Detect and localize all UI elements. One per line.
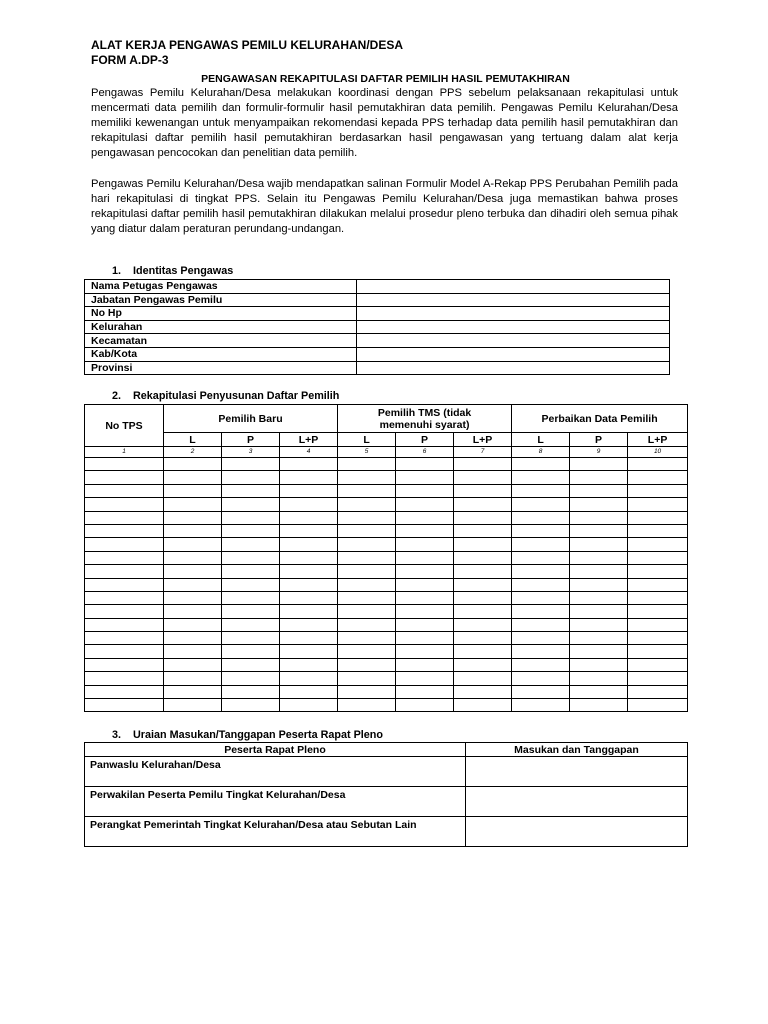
recap-cell[interactable]	[512, 685, 570, 698]
identity-value-field[interactable]	[357, 361, 670, 375]
recap-cell[interactable]	[512, 605, 570, 618]
participant-label: Panwaslu Kelurahan/Desa	[85, 757, 466, 787]
recap-cell[interactable]	[338, 538, 396, 551]
recap-cell[interactable]	[570, 578, 628, 591]
recap-cell[interactable]	[454, 524, 512, 537]
recap-cell[interactable]	[512, 658, 570, 671]
recap-cell[interactable]	[628, 471, 688, 484]
recap-cell[interactable]	[570, 511, 628, 524]
identity-table	[84, 279, 670, 375]
identity-row	[85, 361, 670, 375]
column-number-row	[85, 447, 688, 458]
recap-cell[interactable]	[338, 551, 396, 564]
table-row	[85, 458, 688, 471]
identity-label: Jabatan Pengawas Pemilu	[85, 293, 357, 307]
recap-cell[interactable]	[338, 578, 396, 591]
recap-cell[interactable]	[396, 605, 454, 618]
recap-table	[84, 404, 688, 712]
recap-cell[interactable]	[628, 551, 688, 564]
feedback-row	[85, 787, 688, 817]
recap-cell[interactable]	[222, 498, 280, 511]
column-number: 10	[628, 447, 688, 458]
recap-cell[interactable]	[280, 511, 338, 524]
recap-cell[interactable]	[570, 699, 628, 712]
recap-cell[interactable]	[164, 511, 222, 524]
recap-cell[interactable]	[280, 605, 338, 618]
identity-row	[85, 334, 670, 348]
table-row	[85, 565, 688, 578]
recap-cell[interactable]	[85, 458, 164, 471]
recap-cell[interactable]	[280, 524, 338, 537]
recap-cell[interactable]	[164, 458, 222, 471]
recap-cell[interactable]	[280, 685, 338, 698]
recap-cell[interactable]	[454, 511, 512, 524]
recap-cell[interactable]	[628, 699, 688, 712]
feedback-input-cell[interactable]	[466, 757, 688, 787]
recap-cell[interactable]	[338, 524, 396, 537]
recap-cell[interactable]	[628, 645, 688, 658]
recap-cell[interactable]	[570, 471, 628, 484]
participant-label: Perangkat Pemerintah Tingkat Kelurahan/Desa atau Sebutan Lain	[85, 817, 466, 847]
recap-cell[interactable]	[280, 632, 338, 645]
recap-cell[interactable]	[512, 498, 570, 511]
recap-cell[interactable]	[164, 578, 222, 591]
table-row	[85, 498, 688, 511]
recap-cell[interactable]	[164, 685, 222, 698]
recap-cell[interactable]	[85, 618, 164, 631]
recap-cell[interactable]	[222, 591, 280, 604]
recap-cell[interactable]	[222, 458, 280, 471]
recap-cell[interactable]	[338, 565, 396, 578]
recap-cell[interactable]	[396, 645, 454, 658]
recap-cell[interactable]	[85, 591, 164, 604]
recap-cell[interactable]	[396, 551, 454, 564]
recap-cell[interactable]	[85, 685, 164, 698]
column-number: 7	[454, 447, 512, 458]
recap-cell[interactable]	[570, 551, 628, 564]
recap-cell[interactable]	[280, 458, 338, 471]
recap-cell[interactable]	[338, 484, 396, 497]
feedback-input-cell[interactable]	[466, 817, 688, 847]
recap-cell[interactable]	[164, 551, 222, 564]
column-number: 3	[222, 447, 280, 458]
recap-cell[interactable]	[454, 699, 512, 712]
identity-row	[85, 320, 670, 334]
recap-cell[interactable]	[396, 618, 454, 631]
recap-cell[interactable]	[570, 632, 628, 645]
recap-cell[interactable]	[338, 645, 396, 658]
col-peserta-rapat: Peserta Rapat Pleno	[85, 743, 466, 757]
col-pemilih-tms: Pemilih TMS (tidak memenuhi syarat)	[338, 405, 512, 433]
col-perbaikan-data: Perbaikan Data Pemilih	[512, 405, 688, 433]
recap-cell[interactable]	[512, 578, 570, 591]
identity-label: Provinsi	[85, 361, 357, 375]
identity-value-field[interactable]	[357, 280, 670, 294]
recap-cell[interactable]	[280, 565, 338, 578]
recap-cell[interactable]	[454, 578, 512, 591]
identity-value-field[interactable]	[357, 293, 670, 307]
recap-cell[interactable]	[454, 685, 512, 698]
identity-label: Kab/Kota	[85, 347, 357, 361]
recap-cell[interactable]	[164, 565, 222, 578]
recap-cell[interactable]	[628, 578, 688, 591]
identity-value-field[interactable]	[357, 347, 670, 361]
recap-cell[interactable]	[222, 551, 280, 564]
recap-cell[interactable]	[85, 645, 164, 658]
recap-cell[interactable]	[164, 538, 222, 551]
recap-cell[interactable]	[396, 699, 454, 712]
recap-cell[interactable]	[222, 471, 280, 484]
recap-cell[interactable]	[512, 511, 570, 524]
recap-cell[interactable]	[338, 632, 396, 645]
recap-cell[interactable]	[454, 672, 512, 685]
recap-cell[interactable]	[338, 498, 396, 511]
recap-cell[interactable]	[570, 591, 628, 604]
sub-column-header: L+P	[454, 433, 512, 447]
recap-cell[interactable]	[85, 578, 164, 591]
col-no-tps: No TPS	[85, 405, 164, 447]
table-row	[85, 511, 688, 524]
recap-cell[interactable]	[396, 591, 454, 604]
recap-cell[interactable]	[280, 699, 338, 712]
recap-cell[interactable]	[454, 484, 512, 497]
section-3-heading: 3. Uraian Masukan/Tanggapan Peserta Rapat Pleno	[112, 729, 384, 741]
recap-cell[interactable]	[222, 672, 280, 685]
recap-cell[interactable]	[396, 498, 454, 511]
intro-paragraph-2: Pengawas Pemilu Kelurahan/Desa wajib mendapatkan salinan Formulir Model A-Rekap PPS Perubahan Pemilih pada hari rekapitulasi di tingkat PPS. Selain itu Pengawas Pemilu Kelurahan/Desa juga memastikan bahwa proses rekapitulasi daftar pemilih hasil pemutakhiran dilakukan melalui prosedur pleno terbuka dan dihadiri oleh semua pihak yang diatur dalam peraturan perundang-undangan.	[91, 178, 678, 235]
recap-cell[interactable]	[512, 632, 570, 645]
recap-cell[interactable]	[570, 685, 628, 698]
table-row	[85, 551, 688, 564]
column-number: 9	[570, 447, 628, 458]
recap-cell[interactable]	[85, 658, 164, 671]
feedback-input-cell[interactable]	[466, 787, 688, 817]
recap-cell[interactable]	[85, 605, 164, 618]
recap-cell[interactable]	[454, 645, 512, 658]
recap-cell[interactable]	[338, 471, 396, 484]
recap-cell[interactable]	[164, 484, 222, 497]
recap-cell[interactable]	[396, 511, 454, 524]
sub-column-header: L	[338, 433, 396, 447]
identity-row	[85, 307, 670, 321]
sub-column-header: L+P	[280, 433, 338, 447]
table-row	[85, 538, 688, 551]
recap-cell[interactable]	[338, 685, 396, 698]
identity-label: No Hp	[85, 307, 357, 321]
table-row	[85, 685, 688, 698]
column-number: 4	[280, 447, 338, 458]
recap-cell[interactable]	[164, 632, 222, 645]
recap-cell[interactable]	[338, 511, 396, 524]
sub-column-header: P	[570, 433, 628, 447]
recap-cell[interactable]	[454, 658, 512, 671]
recap-cell[interactable]	[338, 618, 396, 631]
recap-cell[interactable]	[280, 672, 338, 685]
recap-cell[interactable]	[628, 672, 688, 685]
recap-cell[interactable]	[85, 632, 164, 645]
column-number: 8	[512, 447, 570, 458]
recap-cell[interactable]	[85, 471, 164, 484]
identity-label: Nama Petugas Pengawas	[85, 280, 357, 294]
recap-cell[interactable]	[396, 578, 454, 591]
recap-cell[interactable]	[396, 524, 454, 537]
recap-cell[interactable]	[512, 524, 570, 537]
table-row	[85, 471, 688, 484]
column-number: 1	[85, 447, 164, 458]
recap-cell[interactable]	[280, 591, 338, 604]
recap-cell[interactable]	[512, 591, 570, 604]
recap-cell[interactable]	[164, 618, 222, 631]
recap-cell[interactable]	[338, 591, 396, 604]
recap-cell[interactable]	[628, 458, 688, 471]
recap-cell[interactable]	[570, 658, 628, 671]
recap-cell[interactable]	[396, 685, 454, 698]
recap-cell[interactable]	[164, 591, 222, 604]
column-number: 6	[396, 447, 454, 458]
recap-cell[interactable]	[222, 685, 280, 698]
recap-cell[interactable]	[570, 618, 628, 631]
recap-cell[interactable]	[164, 524, 222, 537]
recap-cell[interactable]	[570, 458, 628, 471]
recap-cell[interactable]	[512, 471, 570, 484]
recap-cell[interactable]	[396, 565, 454, 578]
recap-cell[interactable]	[222, 618, 280, 631]
identity-row	[85, 347, 670, 361]
recap-cell[interactable]	[338, 458, 396, 471]
recap-cell[interactable]	[164, 672, 222, 685]
recap-cell[interactable]	[164, 471, 222, 484]
recap-cell[interactable]	[454, 632, 512, 645]
recap-cell[interactable]	[628, 618, 688, 631]
recap-cell[interactable]	[85, 538, 164, 551]
recap-cell[interactable]	[338, 658, 396, 671]
col-pemilih-baru: Pemilih Baru	[164, 405, 338, 433]
identity-row	[85, 280, 670, 294]
recap-cell[interactable]	[396, 658, 454, 671]
recap-cell[interactable]	[570, 645, 628, 658]
form-header-title: ALAT KERJA PENGAWAS PEMILU KELURAHAN/DESA	[91, 38, 404, 52]
table-row	[85, 591, 688, 604]
recap-cell[interactable]	[85, 699, 164, 712]
recap-cell[interactable]	[85, 511, 164, 524]
recap-cell[interactable]	[454, 458, 512, 471]
recap-cell[interactable]	[454, 618, 512, 631]
recap-cell[interactable]	[570, 498, 628, 511]
recap-cell[interactable]	[280, 658, 338, 671]
recap-cell[interactable]	[222, 511, 280, 524]
recap-cell[interactable]	[222, 565, 280, 578]
recap-cell[interactable]	[85, 565, 164, 578]
recap-cell[interactable]	[164, 658, 222, 671]
identity-row	[85, 293, 670, 307]
recap-cell[interactable]	[454, 538, 512, 551]
recap-cell[interactable]	[512, 699, 570, 712]
table-row	[85, 578, 688, 591]
recap-cell[interactable]	[280, 498, 338, 511]
table-row	[85, 632, 688, 645]
recap-cell[interactable]	[280, 645, 338, 658]
recap-cell[interactable]	[454, 565, 512, 578]
recap-cell[interactable]	[396, 484, 454, 497]
recap-cell[interactable]	[512, 484, 570, 497]
recap-cell[interactable]	[396, 538, 454, 551]
table-row	[85, 484, 688, 497]
table-row	[85, 605, 688, 618]
feedback-row	[85, 817, 688, 847]
recap-cell[interactable]	[570, 672, 628, 685]
recap-cell[interactable]	[222, 524, 280, 537]
recap-cell[interactable]	[280, 484, 338, 497]
recap-cell[interactable]	[628, 632, 688, 645]
recap-cell[interactable]	[628, 565, 688, 578]
recap-cell[interactable]	[570, 524, 628, 537]
recap-cell[interactable]	[222, 578, 280, 591]
table-row	[85, 699, 688, 712]
recap-cell[interactable]	[512, 618, 570, 631]
recap-cell[interactable]	[628, 524, 688, 537]
recap-cell[interactable]	[512, 565, 570, 578]
recap-cell[interactable]	[454, 498, 512, 511]
table-row	[85, 645, 688, 658]
recap-cell[interactable]	[512, 672, 570, 685]
recap-cell[interactable]	[222, 538, 280, 551]
identity-value-field[interactable]	[357, 334, 670, 348]
recap-cell[interactable]	[454, 471, 512, 484]
recap-cell[interactable]	[85, 672, 164, 685]
recap-cell[interactable]	[396, 458, 454, 471]
feedback-row	[85, 757, 688, 787]
recap-cell[interactable]	[396, 672, 454, 685]
recap-cell[interactable]	[396, 632, 454, 645]
document-title: PENGAWASAN REKAPITULASI DAFTAR PEMILIH HASIL PEMUTAKHIRAN	[201, 73, 570, 85]
recap-cell[interactable]	[222, 605, 280, 618]
identity-label: Kelurahan	[85, 320, 357, 334]
column-number: 2	[164, 447, 222, 458]
recap-cell[interactable]	[164, 498, 222, 511]
sub-column-header: P	[396, 433, 454, 447]
column-number: 5	[338, 447, 396, 458]
identity-label: Kecamatan	[85, 334, 357, 348]
recap-cell[interactable]	[512, 645, 570, 658]
identity-value-field[interactable]	[357, 320, 670, 334]
recap-cell[interactable]	[454, 605, 512, 618]
recap-cell[interactable]	[512, 538, 570, 551]
recap-cell[interactable]	[280, 538, 338, 551]
recap-cell[interactable]	[628, 658, 688, 671]
recap-cell[interactable]	[454, 551, 512, 564]
recap-cell[interactable]	[222, 645, 280, 658]
recap-cell[interactable]	[628, 498, 688, 511]
recap-cell[interactable]	[85, 524, 164, 537]
recap-cell[interactable]	[222, 484, 280, 497]
recap-cell[interactable]	[570, 538, 628, 551]
recap-cell[interactable]	[396, 471, 454, 484]
recap-cell[interactable]	[338, 605, 396, 618]
recap-cell[interactable]	[512, 458, 570, 471]
recap-cell[interactable]	[628, 605, 688, 618]
recap-cell[interactable]	[280, 471, 338, 484]
recap-cell[interactable]	[628, 484, 688, 497]
sub-column-header: P	[222, 433, 280, 447]
recap-cell[interactable]	[280, 578, 338, 591]
intro-paragraph-1: Pengawas Pemilu Kelurahan/Desa melakukan koordinasi dengan PPS sebelum pelaksanaan rekapitulasi untuk mencermati data pemilih dan formulir-formulir hasil pemutakhiran data pemilih. Pengawas Pemilu Kelurahan/Desa memiliki kewenangan untuk menyampaikan rekomendasi kepada PPS terhadap data pemilih hasil pemutakhiran dan rekapitulasi daftar pemilih hasil pemutakhiran berdasarkan hasil pengawasan yang tertuang dalam alat kerja pengawasan pencocokan dan penelitian data pemilih.	[91, 87, 678, 159]
recap-cell[interactable]	[164, 605, 222, 618]
section-2-heading: 2. Rekapitulasi Penyusunan Daftar Pemilih	[112, 390, 340, 402]
table-row	[85, 658, 688, 671]
recap-cell[interactable]	[628, 538, 688, 551]
col-masukan-tanggapan: Masukan dan Tanggapan	[466, 743, 688, 757]
recap-cell[interactable]	[628, 685, 688, 698]
sub-column-header: L	[164, 433, 222, 447]
section-1-heading: 1. Identitas Pengawas	[112, 265, 234, 277]
sub-column-header: L+P	[628, 433, 688, 447]
recap-cell[interactable]	[280, 551, 338, 564]
recap-cell[interactable]	[85, 551, 164, 564]
recap-cell[interactable]	[222, 699, 280, 712]
recap-cell[interactable]	[570, 605, 628, 618]
participant-label: Perwakilan Peserta Pemilu Tingkat Kelurahan/Desa	[85, 787, 466, 817]
recap-cell[interactable]	[164, 699, 222, 712]
feedback-table	[84, 742, 688, 847]
recap-cell[interactable]	[280, 618, 338, 631]
recap-cell[interactable]	[222, 658, 280, 671]
recap-cell[interactable]	[570, 484, 628, 497]
recap-cell[interactable]	[628, 511, 688, 524]
recap-cell[interactable]	[222, 632, 280, 645]
form-code: FORM A.DP-3	[91, 53, 169, 67]
sub-column-header: L	[512, 433, 570, 447]
recap-cell[interactable]	[164, 645, 222, 658]
table-row	[85, 618, 688, 631]
recap-cell[interactable]	[85, 484, 164, 497]
recap-cell[interactable]	[338, 699, 396, 712]
recap-cell[interactable]	[85, 498, 164, 511]
recap-cell[interactable]	[512, 551, 570, 564]
recap-cell[interactable]	[628, 591, 688, 604]
recap-cell[interactable]	[454, 591, 512, 604]
table-row	[85, 672, 688, 685]
table-row	[85, 524, 688, 537]
recap-cell[interactable]	[570, 565, 628, 578]
recap-cell[interactable]	[338, 672, 396, 685]
identity-value-field[interactable]	[357, 307, 670, 321]
